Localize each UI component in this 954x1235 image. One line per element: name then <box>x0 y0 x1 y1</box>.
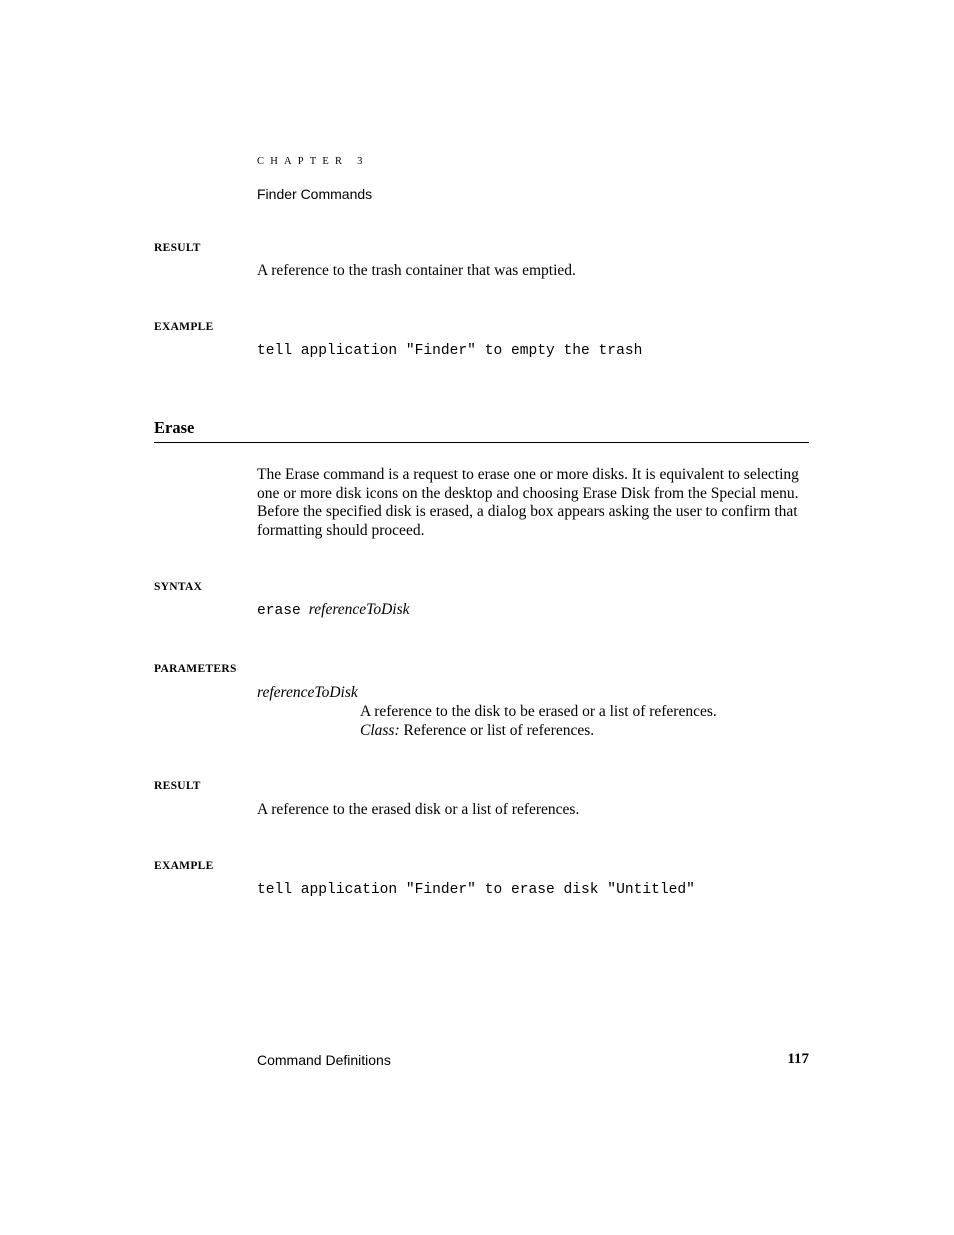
erase-description: The Erase command is a request to erase one or more disks. It is equivalent to selecting one or more disk icons on the desktop and choosing Erase Disk from the Special menu. Before the specified disk is erased, a dialog box appears asking the user to confirm that formatting should proceed. <box>257 466 799 539</box>
result-text: A reference to the trash container that was emptied. <box>257 262 576 279</box>
result-label: RESULT <box>154 242 201 254</box>
section-heading: Erase <box>154 418 195 437</box>
parameter-name: referenceToDisk <box>257 684 358 701</box>
parameter-description: A reference to the disk to be erased or a list of references. <box>360 703 717 720</box>
parameter-class <box>360 722 594 740</box>
parameter-class-label: Class: <box>360 722 400 739</box>
example-label: EXAMPLE <box>154 860 214 872</box>
example-label: EXAMPLE <box>154 321 214 333</box>
result-text: A reference to the erased disk or a list of references. <box>257 801 580 818</box>
syntax-line <box>257 601 410 619</box>
example-code: tell application "Finder" to erase disk "Untitled" <box>257 882 695 898</box>
page-number: 117 <box>787 1051 809 1067</box>
syntax-command: erase <box>257 603 301 619</box>
syntax-label: SYNTAX <box>154 581 203 593</box>
result-label: RESULT <box>154 780 201 792</box>
chapter-label: CHAPTER 3 <box>257 156 369 167</box>
syntax-parameter: referenceToDisk <box>308 601 410 618</box>
parameter-class-value: Reference or list of references. <box>403 722 595 739</box>
parameters-label: PARAMETERS <box>154 663 237 675</box>
section-divider <box>154 442 809 443</box>
running-title: Finder Commands <box>257 186 373 202</box>
example-code: tell application "Finder" to empty the trash <box>257 343 643 359</box>
footer-section-title: Command Definitions <box>257 1052 391 1068</box>
